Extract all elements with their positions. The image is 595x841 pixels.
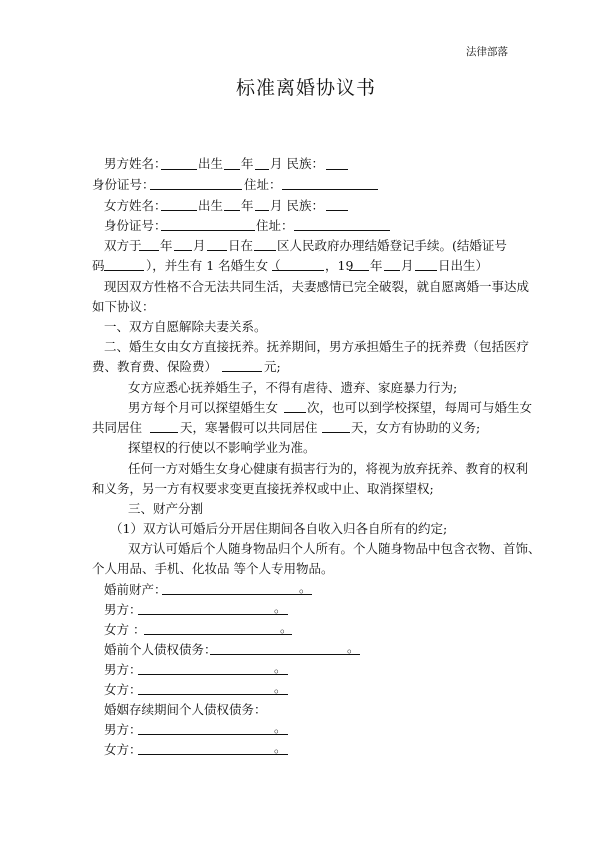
female-birth-year-blank (224, 210, 240, 211)
male-address-label: 住址： (244, 177, 282, 192)
male-name-label: 男方姓名： (104, 156, 167, 171)
personal-items-line2: 个人用品、手机、化妆品 等个人专用物品。 (92, 561, 334, 576)
female-ethnicity-blank (326, 210, 348, 211)
male-ethnicity-blank (326, 169, 348, 170)
daughter-text: ），并生有 1 名婚生女（ (146, 258, 281, 273)
male-id-blank (150, 189, 242, 190)
premarital-debt-male-label: 男方： (104, 662, 142, 677)
period-2: 。 (274, 600, 287, 615)
period-3: 。 (280, 620, 293, 635)
personal-items-line1: 双方认可婚后个人随身物品归个人所有。个人随身物品中包含衣物、首饰、 (128, 541, 541, 556)
marriage-date-label: 双方于 (104, 238, 142, 253)
agreement-intro: 如下协议： (92, 299, 155, 314)
daughter-day-blank (415, 270, 437, 271)
female-birth-label: 出生 (198, 198, 224, 213)
cohabit-days-blank (150, 432, 178, 433)
cohabit-label: 共同居住 (92, 420, 143, 435)
clause-3-heading: 三、财产分割 (128, 501, 204, 516)
holiday-cohabit-label: 天，寒暑假可以共同居住 (180, 420, 318, 435)
male-year-label: 年 (241, 156, 254, 171)
male-birth-label: 出生 (198, 156, 224, 171)
marriage-day-blank (207, 250, 227, 251)
male-name-blank (161, 169, 197, 170)
support-fee-unit: 元; (264, 359, 281, 374)
daughter-year-blank (349, 270, 369, 271)
marriage-year-blank (139, 250, 159, 251)
female-address-label: 住址： (256, 218, 294, 233)
period-1: 。 (299, 580, 312, 595)
marriage-month-label: 月 (193, 238, 206, 253)
daughter-century-label: ，19 (325, 258, 354, 273)
premarital-debt-blank (210, 654, 360, 655)
assist-duty-text: 天，女方有协助的义务; (351, 420, 481, 435)
male-ethnicity-label: 月 民族： (270, 156, 324, 171)
visitation-limit-text: 探望权的行使以不影响学业为准。 (128, 440, 316, 455)
female-ethnicity-label: 月 民族： (270, 198, 324, 213)
district-blank (254, 250, 276, 251)
female-year-label: 年 (241, 198, 254, 213)
female-id-label: 身份证号： (104, 218, 167, 233)
holiday-days-blank (322, 432, 350, 433)
premarital-property-blank (162, 594, 312, 595)
income-clause: （1）双方认可婚后分开居住期间各自收入归各自所有的约定; (110, 521, 448, 536)
premarital-female-blank (144, 634, 292, 635)
period-8: 。 (274, 740, 287, 755)
clause-1: 一、双方自愿解除夫妻关系。 (104, 319, 267, 334)
male-birth-month-blank (255, 169, 269, 170)
period-7: 。 (274, 720, 287, 735)
divorce-reason-text: 现因双方性格不合无法共同生活，夫妻感情已完全破裂，就自愿离婚一事达成 (104, 279, 530, 294)
support-fee-blank (222, 371, 262, 372)
female-name-blank (161, 210, 197, 211)
marriage-year-label: 年 (160, 238, 173, 253)
marital-debt-female-label: 女方： (104, 742, 142, 757)
support-fee-label: 费、教育费、保险费） (92, 359, 218, 374)
daughter-month-blank (384, 270, 400, 271)
female-id-blank (161, 230, 255, 231)
premarital-debt-male-blank (138, 674, 288, 675)
clause-2: 二、婚生女由女方直接抚养。抚养期间，男方承担婚生子的抚养费（包括医疗 (104, 339, 530, 354)
visit-frequency-text: 次，也可以到学校探望，每周可与婚生女 (307, 400, 533, 415)
male-id-label: 身份证号： (92, 177, 155, 192)
premarital-debt-label: 婚前个人债权债务： (104, 642, 217, 657)
visit-count-blank (284, 412, 306, 413)
visit-frequency-label: 男方每个月可以探望婚生女 (128, 400, 279, 415)
male-birth-year-blank (224, 169, 240, 170)
premarital-debt-female-blank (138, 694, 288, 695)
harm-clause-line1: 任何一方对婚生女身心健康有损害行为的，将视为放弃抚养、教育的权利 (128, 461, 529, 476)
premarital-female-label: 女方 ： (104, 622, 146, 637)
header-brand: 法律部落 (466, 46, 508, 58)
marital-debt-male-blank (138, 734, 288, 735)
daughter-year-label: 年 (370, 258, 383, 273)
marital-debt-male-label: 男方： (104, 722, 142, 737)
custody-duty-text: 女方应悉心抚养婚生子，不得有虐待、遗弃、家庭暴力行为; (128, 380, 458, 395)
daughter-birth-label: 日出生） (438, 258, 489, 273)
period-6: 。 (274, 680, 287, 695)
premarital-male-blank (138, 614, 288, 615)
female-address-blank (294, 230, 390, 231)
harm-clause-line2: 和义务，另一方有权要求变更直接抚养权或中止、取消探望权; (92, 481, 434, 496)
premarital-property-label: 婚前财产： (104, 582, 167, 597)
marriage-month-blank (174, 250, 192, 251)
registration-text: 区人民政府办理结婚登记手续。(结婚证号 (277, 238, 507, 253)
female-birth-month-blank (255, 210, 269, 211)
marriage-place-label: 日在 (228, 238, 254, 253)
daughter-month-label: 月 (401, 258, 414, 273)
premarital-male-label: 男方： (104, 602, 142, 617)
female-name-label: 女方姓名： (104, 198, 167, 213)
certificate-number-label: 码 (92, 258, 105, 273)
daughter-name-blank (272, 270, 324, 271)
male-address-blank (282, 189, 378, 190)
marital-debt-female-blank (138, 754, 288, 755)
period-5: 。 (274, 660, 287, 675)
premarital-debt-female-label: 女方： (104, 682, 142, 697)
document-title: 标准离婚协议书 (236, 77, 377, 99)
marital-debt-label: 婚姻存续期间个人债权债务： (104, 702, 267, 717)
certificate-number-blank (104, 270, 144, 271)
period-4: 。 (347, 640, 360, 655)
